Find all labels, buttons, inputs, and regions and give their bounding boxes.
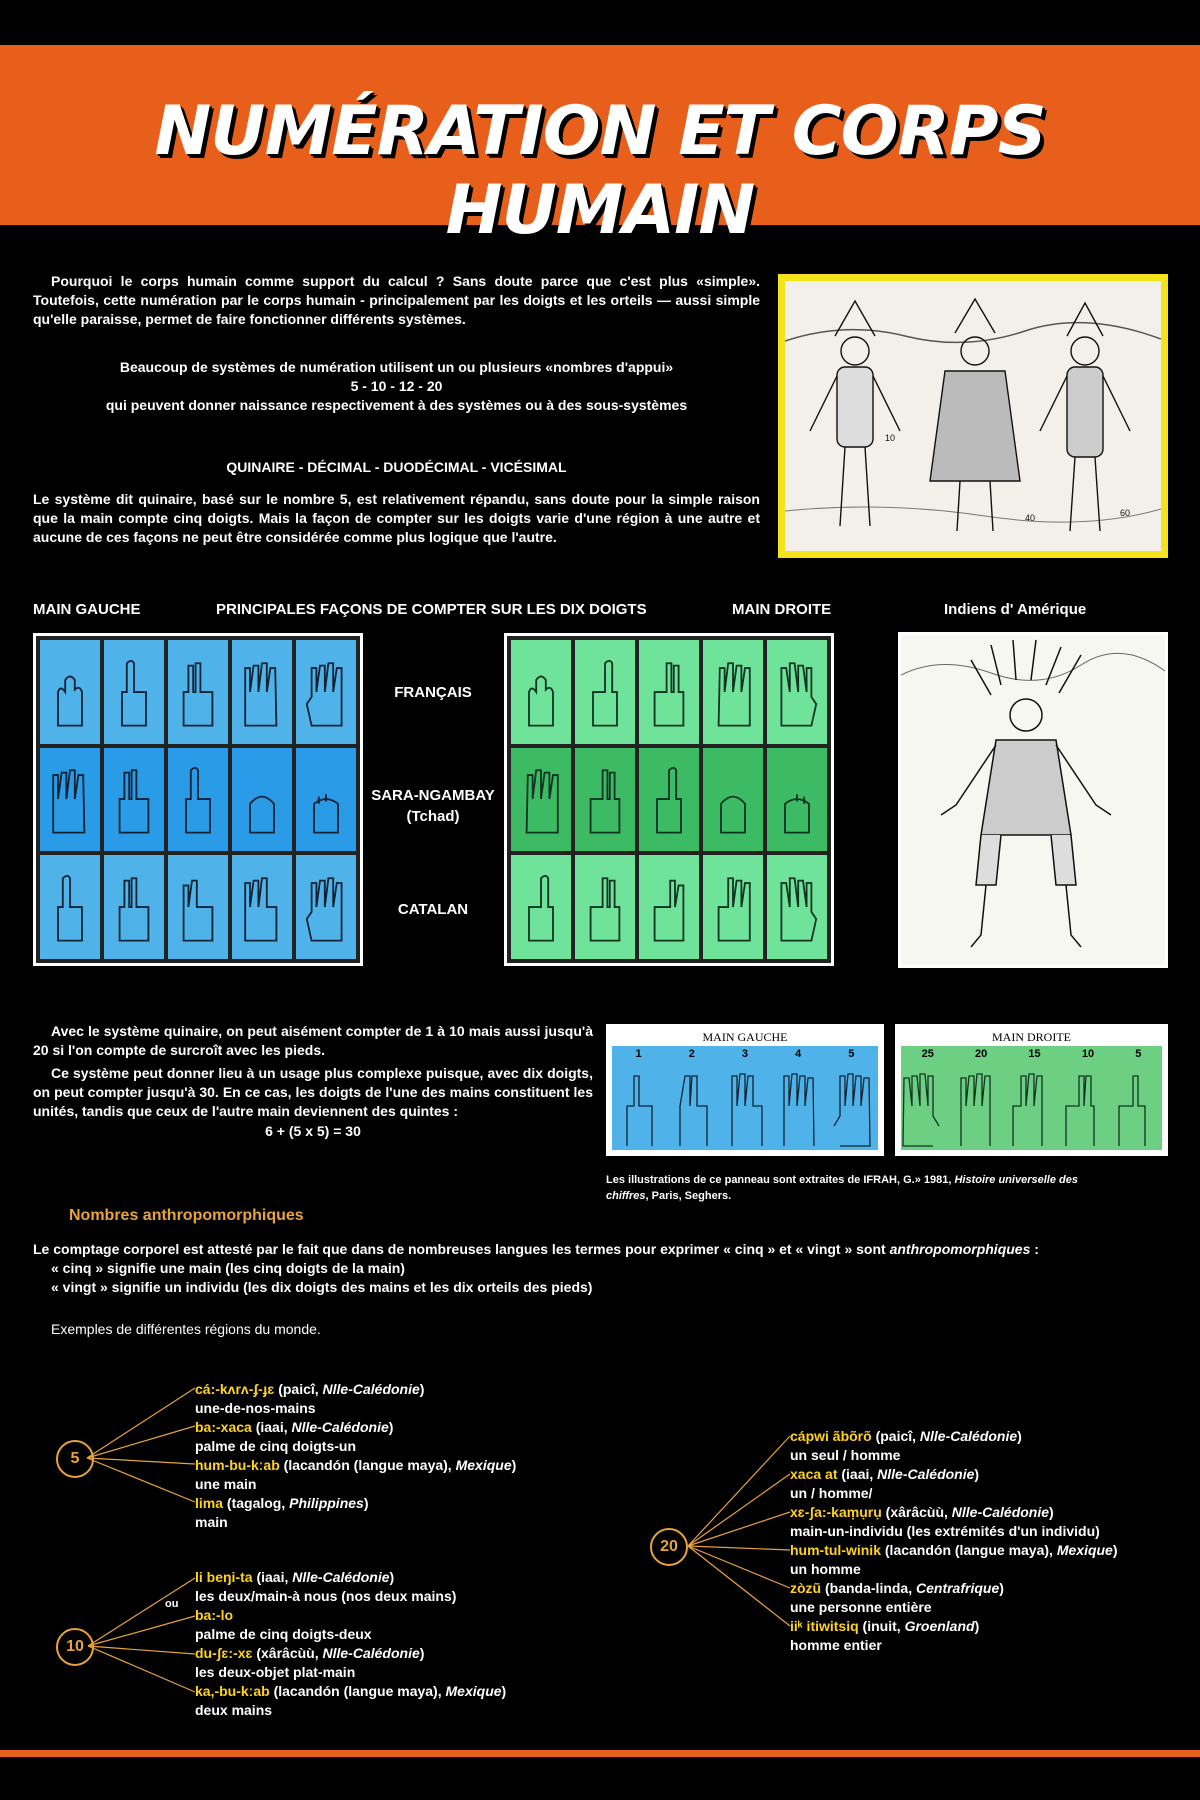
row-label-sara-ngambay <box>363 787 503 825</box>
example-close: ) <box>501 1683 507 1699</box>
figure-number-60: 60 <box>1120 508 1131 518</box>
mini-left-num: 5 <box>848 1048 855 1060</box>
example-region: Centrafrique <box>916 1580 1000 1596</box>
example-close: ) <box>999 1580 1004 1596</box>
credit-book-title: Histoire universelle des chiffres <box>606 1174 1078 1202</box>
mini-right-hand-panel <box>895 1024 1168 1156</box>
hand-icon <box>773 648 821 736</box>
example-close: ) <box>1112 1542 1118 1558</box>
hand-cell <box>511 748 571 852</box>
hand-cell <box>296 640 356 744</box>
row-label-sara-ngambay-name: SARA-NGAMBAY <box>371 787 495 804</box>
example-close: ) <box>389 1569 395 1585</box>
example-region: Nlle-Calédonie <box>291 1419 389 1435</box>
hand-cell <box>40 748 100 852</box>
example-close: ) <box>974 1618 980 1634</box>
example-lang: (xârâcùù, <box>252 1645 323 1661</box>
hand-cell <box>104 855 164 959</box>
hand-icon <box>302 755 350 843</box>
mini-right-hands <box>901 1046 1162 1150</box>
example-close: ) <box>419 1381 425 1397</box>
example-close: ) <box>974 1466 980 1482</box>
mini-left-num: 4 <box>795 1048 802 1060</box>
example-region: Nlle-Calédonie <box>322 1645 420 1661</box>
main-gauche-label: MAIN GAUCHE <box>33 601 141 618</box>
example-region: Groenland <box>904 1618 975 1634</box>
example-meaning: une-de-nos-mains <box>195 1400 316 1416</box>
example-lang: (iaai, <box>251 1419 292 1435</box>
example-meaning: les deux-objet plat-main <box>195 1664 356 1680</box>
hand-icon <box>110 755 158 843</box>
hand-cell <box>511 640 571 744</box>
quinary-paragraph-1: Avec le système quinaire, on peut aisément compter de 1 à 10 mais aussi jusqu'à 20 si l'on compte de surcroît avec les pieds. <box>33 1023 593 1058</box>
example-entry <box>195 1606 615 1625</box>
hand-icon <box>46 648 94 736</box>
mini-left-title: MAIN GAUCHE <box>702 1030 788 1044</box>
right-hand-panel <box>504 633 834 966</box>
hand-icon <box>517 755 565 843</box>
example-lang: (banda-linda, <box>821 1580 916 1596</box>
example-lang: (xârâcùù, <box>881 1504 952 1520</box>
indians-heading: Indiens d' Amérique <box>944 601 1087 618</box>
hand-icon <box>581 863 629 951</box>
example-region: Mexique <box>1056 1542 1113 1558</box>
example-meaning: les deux/main-à nous (nos deux mains) <box>195 1588 457 1604</box>
main-droite-label: MAIN DROITE <box>732 601 832 618</box>
hand-cell <box>575 748 635 852</box>
example-word: cápwi ãbõrõ <box>790 1428 872 1444</box>
hand-icon <box>773 863 821 951</box>
image-credit <box>606 1172 1086 1204</box>
example-word: hum-bu-kːab <box>195 1457 280 1473</box>
example-word: lima <box>195 1495 224 1511</box>
hand-cell <box>232 640 292 744</box>
example-entry <box>790 1617 1180 1636</box>
number-circle-10: 10 <box>56 1628 94 1666</box>
intro-line-3: qui peuvent donner naissance respectivement à des systèmes ou à des sous-systèmes <box>105 397 688 413</box>
row-label-catalan: CATALAN <box>397 901 469 918</box>
examples-twenty <box>790 1427 1180 1655</box>
hand-icon <box>709 755 757 843</box>
intro-paragraph-3: Le système dit quinaire, basé sur le nombre 5, est relativement répandu, sans doute pour la simple raison que la main compte cinq doigts. Mais la façon de compter sur les doigts varie d'une région à une autre et aucune de ces façons ne peut être considérée comme plus logique que l'autre. <box>33 491 760 545</box>
example-region: Nlle-Calédonie <box>919 1428 1018 1444</box>
hand-cell <box>767 748 827 852</box>
hand-icon <box>174 863 222 951</box>
hand-cell <box>296 748 356 852</box>
mini-left-hand-panel <box>606 1024 884 1156</box>
hand-cell <box>296 855 356 959</box>
example-word: ba:-lo <box>195 1607 234 1623</box>
hand-cell <box>703 855 763 959</box>
hand-cell <box>703 748 763 852</box>
example-meaning: main-un-individu (les extrémités d'un individu) <box>790 1523 1100 1539</box>
hand-icon <box>110 863 158 951</box>
hand-cell <box>575 640 635 744</box>
example-region: Nlle-Calédonie <box>877 1466 975 1482</box>
hand-cell <box>104 640 164 744</box>
hand-cell <box>639 640 699 744</box>
example-entry <box>790 1427 1180 1446</box>
example-word: xaca at <box>790 1466 838 1482</box>
anthropo-emphasis: anthropomorphiques <box>889 1241 1031 1257</box>
mini-right-num: 10 <box>1081 1048 1095 1060</box>
figure-number-40: 40 <box>1025 513 1036 523</box>
example-region: Nlle-Calédonie <box>951 1504 1050 1520</box>
example-close: ) <box>419 1645 425 1661</box>
anthropo-line-2: « cinq » signifie une main (les cinq doigts de la main) <box>51 1260 405 1276</box>
mini-left-num: 1 <box>635 1048 642 1060</box>
example-entry <box>195 1644 615 1663</box>
hand-cell <box>104 748 164 852</box>
mini-left-num: 2 <box>688 1048 695 1060</box>
hand-icon <box>174 755 222 843</box>
anthropo-line-3: « vingt » signifie un individu (les dix doigts des mains et les dix orteils des pieds) <box>51 1279 593 1295</box>
page-title: NUMÉRATION ET CORPS HUMAIN <box>154 92 1046 250</box>
number-circle-20: 20 <box>650 1528 688 1566</box>
example-word: hum-tul-winik <box>790 1542 881 1558</box>
example-word: zòzũ <box>790 1580 822 1596</box>
example-close: ) <box>363 1495 369 1511</box>
hand-cell <box>511 855 571 959</box>
mini-left-hands <box>612 1046 878 1150</box>
row-label-francais: FRANÇAIS <box>394 684 472 701</box>
mini-right-title: MAIN DROITE <box>992 1030 1071 1044</box>
example-entry <box>195 1418 615 1437</box>
hand-cell <box>575 855 635 959</box>
hand-icon <box>302 648 350 736</box>
figure-number-10: 10 <box>885 433 896 443</box>
hand-icon <box>581 648 629 736</box>
hand-cell <box>168 855 228 959</box>
example-lang: (iaai, <box>837 1466 878 1482</box>
example-meaning: palme de cinq doigts-un <box>195 1438 357 1454</box>
example-meaning: une personne entière <box>790 1599 932 1615</box>
example-word: li beŋi-ta <box>195 1569 253 1585</box>
intro-paragraph-1: Pourquoi le corps humain comme support du calcul ? Sans doute parce que c'est plus «simple». Toutefois, cette numération par le corps humain - principalement par les doigts et les orteils — aussi simple qu'elle paraisse, permet de faire fonctionner différents systèmes. <box>33 273 760 327</box>
example-word: ka,-bu-kːab <box>195 1683 270 1699</box>
example-entry <box>195 1380 615 1399</box>
hand-cell <box>767 640 827 744</box>
example-entry <box>790 1503 1180 1522</box>
example-close: ) <box>388 1419 394 1435</box>
hand-icon <box>174 648 222 736</box>
mini-left-hands-icon <box>612 1046 878 1150</box>
quinary-paragraph-2: Ce système peut donner lieu à un usage plus complexe puisque, avec dix doigts, on peut compter jusqu'à 30. En ce cas, les doigts de l'une des mains constituent les unités, tandis que ceux de l'autre main deviennent des quintes : <box>33 1065 593 1119</box>
example-entry <box>790 1579 1180 1598</box>
mini-right-num: 5 <box>1135 1048 1142 1060</box>
example-word: xɛ-ʃa:-kaṃụrụ <box>790 1504 882 1520</box>
example-meaning: main <box>195 1514 228 1530</box>
mayan-figures-illustration <box>778 274 1168 558</box>
hand-cell <box>639 855 699 959</box>
examples-intro: Exemples de différentes régions du monde. <box>51 1321 321 1337</box>
example-lang: (iaai, <box>252 1569 293 1585</box>
example-meaning: homme entier <box>790 1637 882 1653</box>
example-lang: (paicî, <box>871 1428 920 1444</box>
example-entry <box>195 1568 615 1587</box>
anthropo-paragraph <box>33 1240 1173 1297</box>
counting-ways-heading: PRINCIPALES FAÇONS DE COMPTER SUR LES DIX DOIGTS <box>216 601 647 618</box>
hand-cell <box>168 640 228 744</box>
example-word: ba:-xaca <box>195 1419 252 1435</box>
hand-icon <box>709 863 757 951</box>
example-meaning: une main <box>195 1476 257 1492</box>
example-close: ) <box>1049 1504 1054 1520</box>
ou-label: ou <box>165 1598 179 1610</box>
example-lang: (lacandón (langue maya), <box>279 1457 456 1473</box>
example-entry <box>790 1465 1180 1484</box>
hand-icon <box>645 863 693 951</box>
example-word: du-ʃɛ:-xɛ <box>195 1645 253 1661</box>
indian-figure-illustration <box>898 632 1168 968</box>
example-lang: (paicî, <box>274 1381 323 1397</box>
example-entry <box>195 1456 615 1475</box>
quinary-formula: 6 + (5 x 5) = 30 <box>265 1123 361 1139</box>
example-entry <box>195 1494 615 1513</box>
mini-right-num: 25 <box>921 1048 934 1060</box>
example-lang: (tagalog, <box>223 1495 290 1511</box>
example-meaning: un homme <box>790 1561 861 1577</box>
row-label-tchad: (Tchad) <box>406 808 460 825</box>
hand-icon <box>46 863 94 951</box>
intro-line-1: Beaucoup de systèmes de numération utilisent un ou plusieurs «nombres d'appui» <box>119 359 674 375</box>
mini-left-num: 3 <box>741 1048 749 1060</box>
mini-right-hands-icon <box>901 1046 1162 1150</box>
hand-cell <box>40 640 100 744</box>
anthropo-line-1 <box>33 1240 1173 1259</box>
example-meaning: un / homme/ <box>790 1485 873 1501</box>
hand-icon <box>517 648 565 736</box>
example-region: Mexique <box>455 1457 512 1473</box>
hand-cell <box>232 748 292 852</box>
hand-icon <box>238 863 286 951</box>
example-lang: (inuit, <box>858 1618 905 1634</box>
hand-icon <box>110 648 158 736</box>
mini-right-num: 15 <box>1028 1048 1041 1060</box>
hand-cell <box>639 748 699 852</box>
number-circle-5: 5 <box>56 1440 94 1478</box>
example-entry <box>195 1682 615 1701</box>
anthropo-text-b: : <box>1030 1241 1039 1257</box>
hand-icon <box>709 648 757 736</box>
hand-icon <box>238 648 286 736</box>
example-entry <box>790 1541 1180 1560</box>
example-region: Philippines <box>289 1495 364 1511</box>
example-close: ) <box>1017 1428 1022 1444</box>
left-hand-panel <box>33 633 363 966</box>
example-meaning: palme de cinq doigts-deux <box>195 1626 372 1642</box>
bottom-accent-bar <box>0 1750 1200 1757</box>
hand-icon <box>238 755 286 843</box>
indian-figure-drawing <box>901 635 1165 965</box>
intro-line-2: 5 - 10 - 12 - 20 <box>350 378 443 394</box>
example-lang: (lacandón (langue maya), <box>881 1542 1057 1558</box>
hand-icon <box>645 755 693 843</box>
example-region: Mexique <box>445 1683 502 1699</box>
example-region: Nlle-Calédonie <box>292 1569 390 1585</box>
example-word: iiᵏ itiwitsiq <box>790 1618 859 1634</box>
example-close: ) <box>511 1457 517 1473</box>
examples-five <box>195 1380 615 1532</box>
example-meaning: deux mains <box>195 1702 273 1718</box>
hand-icon <box>773 755 821 843</box>
mini-right-num: 20 <box>975 1048 988 1060</box>
hand-cell <box>703 640 763 744</box>
mayan-figures-drawing <box>785 281 1161 551</box>
hand-cell <box>168 748 228 852</box>
anthropo-heading: Nombres anthropomorphiques <box>69 1207 304 1224</box>
hand-icon <box>302 863 350 951</box>
systems-heading: QUINAIRE - DÉCIMAL - DUODÉCIMAL - VICÉSIMAL <box>226 459 567 475</box>
credit-publisher: , Paris, Seghers. <box>645 1190 732 1202</box>
credit-text: Les illustrations de ce panneau sont extraites de IFRAH, G.» 1981, <box>606 1174 952 1186</box>
example-lang: (lacandón (langue maya), <box>269 1683 446 1699</box>
hand-icon <box>517 863 565 951</box>
hand-icon <box>581 755 629 843</box>
hand-cell <box>40 855 100 959</box>
examples-ten <box>195 1568 615 1720</box>
anthropo-text-a: Le comptage corporel est attesté par le fait que dans de nombreuses langues les termes pour exprimer « cinq » et « vingt » sont <box>33 1241 886 1257</box>
hand-icon <box>645 648 693 736</box>
hand-cell <box>232 855 292 959</box>
example-meaning: un seul / homme <box>790 1447 901 1463</box>
hand-cell <box>767 855 827 959</box>
example-region: Nlle-Calédonie <box>322 1381 420 1397</box>
intro-paragraph-2 <box>33 358 760 415</box>
hand-icon <box>46 755 94 843</box>
example-word: cá:-kʌrʌ-ʄ-ɟɛ <box>195 1381 275 1397</box>
